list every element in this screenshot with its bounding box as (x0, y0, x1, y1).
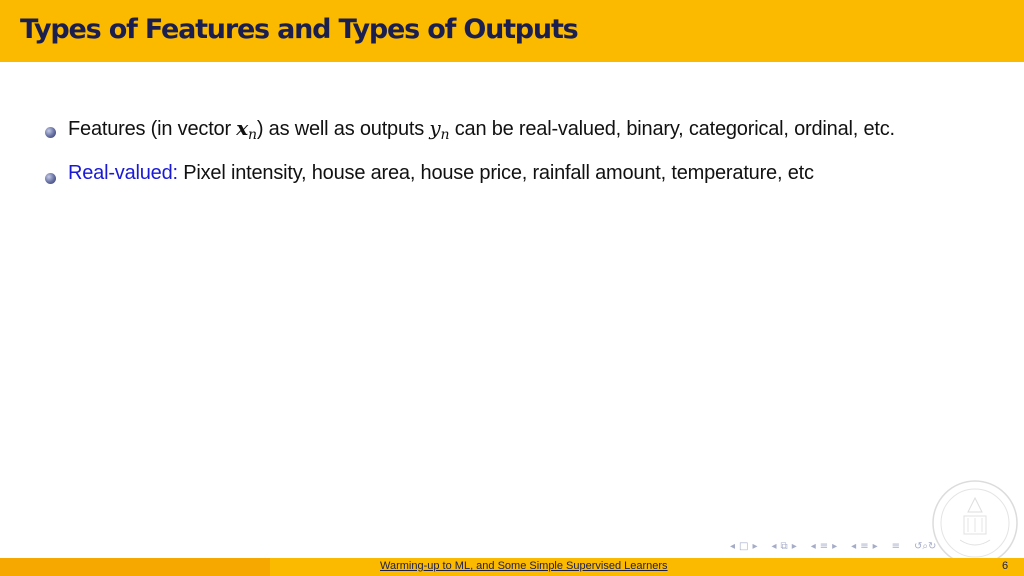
bullet-icon (45, 127, 56, 138)
bullet-text: Pixel intensity, house area, house price, rainfall amount, temperature, etc (177, 162, 814, 184)
nav-right-arrow-icon[interactable]: ▸ (832, 540, 838, 552)
footer-left-block (0, 558, 270, 576)
footer-bar (0, 558, 1024, 576)
section-icon[interactable]: ≡ (819, 540, 829, 552)
appendix-icon[interactable]: ≡ (891, 540, 901, 552)
slide-title: Types of Features and Types of Outputs (20, 14, 578, 45)
math-y-subscript: n (440, 127, 450, 143)
math-y: y (429, 116, 441, 140)
title-bar (0, 0, 1024, 62)
beamer-navigation (730, 538, 940, 554)
nav-left-arrow-icon[interactable]: ◂ (851, 540, 857, 552)
subsection-icon[interactable]: ⧉ (780, 540, 788, 552)
search-icon[interactable]: ↺⌕↻ (914, 540, 937, 552)
bullet-highlight: Real-valued: (68, 162, 178, 184)
bullet-item (44, 116, 1004, 162)
frame-icon[interactable]: □ (739, 540, 749, 552)
bullet-text-pre: Features (in vector (68, 118, 237, 140)
bullet-item (44, 162, 1004, 208)
outline-icon[interactable]: ≡ (860, 540, 869, 552)
bullet-text-post: can be real-valued, binary, categorical, ordinal, etc. (449, 118, 895, 140)
institute-seal-icon (930, 478, 1020, 568)
math-x: x (236, 116, 249, 140)
page-number: 6 (1002, 560, 1009, 572)
nav-right-arrow-icon[interactable]: ▸ (752, 540, 758, 552)
bullet-icon (45, 173, 56, 184)
nav-left-arrow-icon[interactable]: ◂ (771, 540, 777, 552)
bullet-list (44, 116, 1004, 208)
footer-title-link[interactable]: Warming-up to ML, and Some Simple Supervised Learners (380, 560, 668, 572)
nav-right-arrow-icon[interactable]: ▸ (872, 540, 878, 552)
math-x-subscript: n (248, 127, 257, 143)
nav-left-arrow-icon[interactable]: ◂ (810, 540, 816, 552)
bullet-text-mid: ) as well as outputs (256, 118, 430, 140)
nav-left-arrow-icon[interactable]: ◂ (730, 540, 736, 552)
nav-right-arrow-icon[interactable]: ▸ (791, 540, 797, 552)
